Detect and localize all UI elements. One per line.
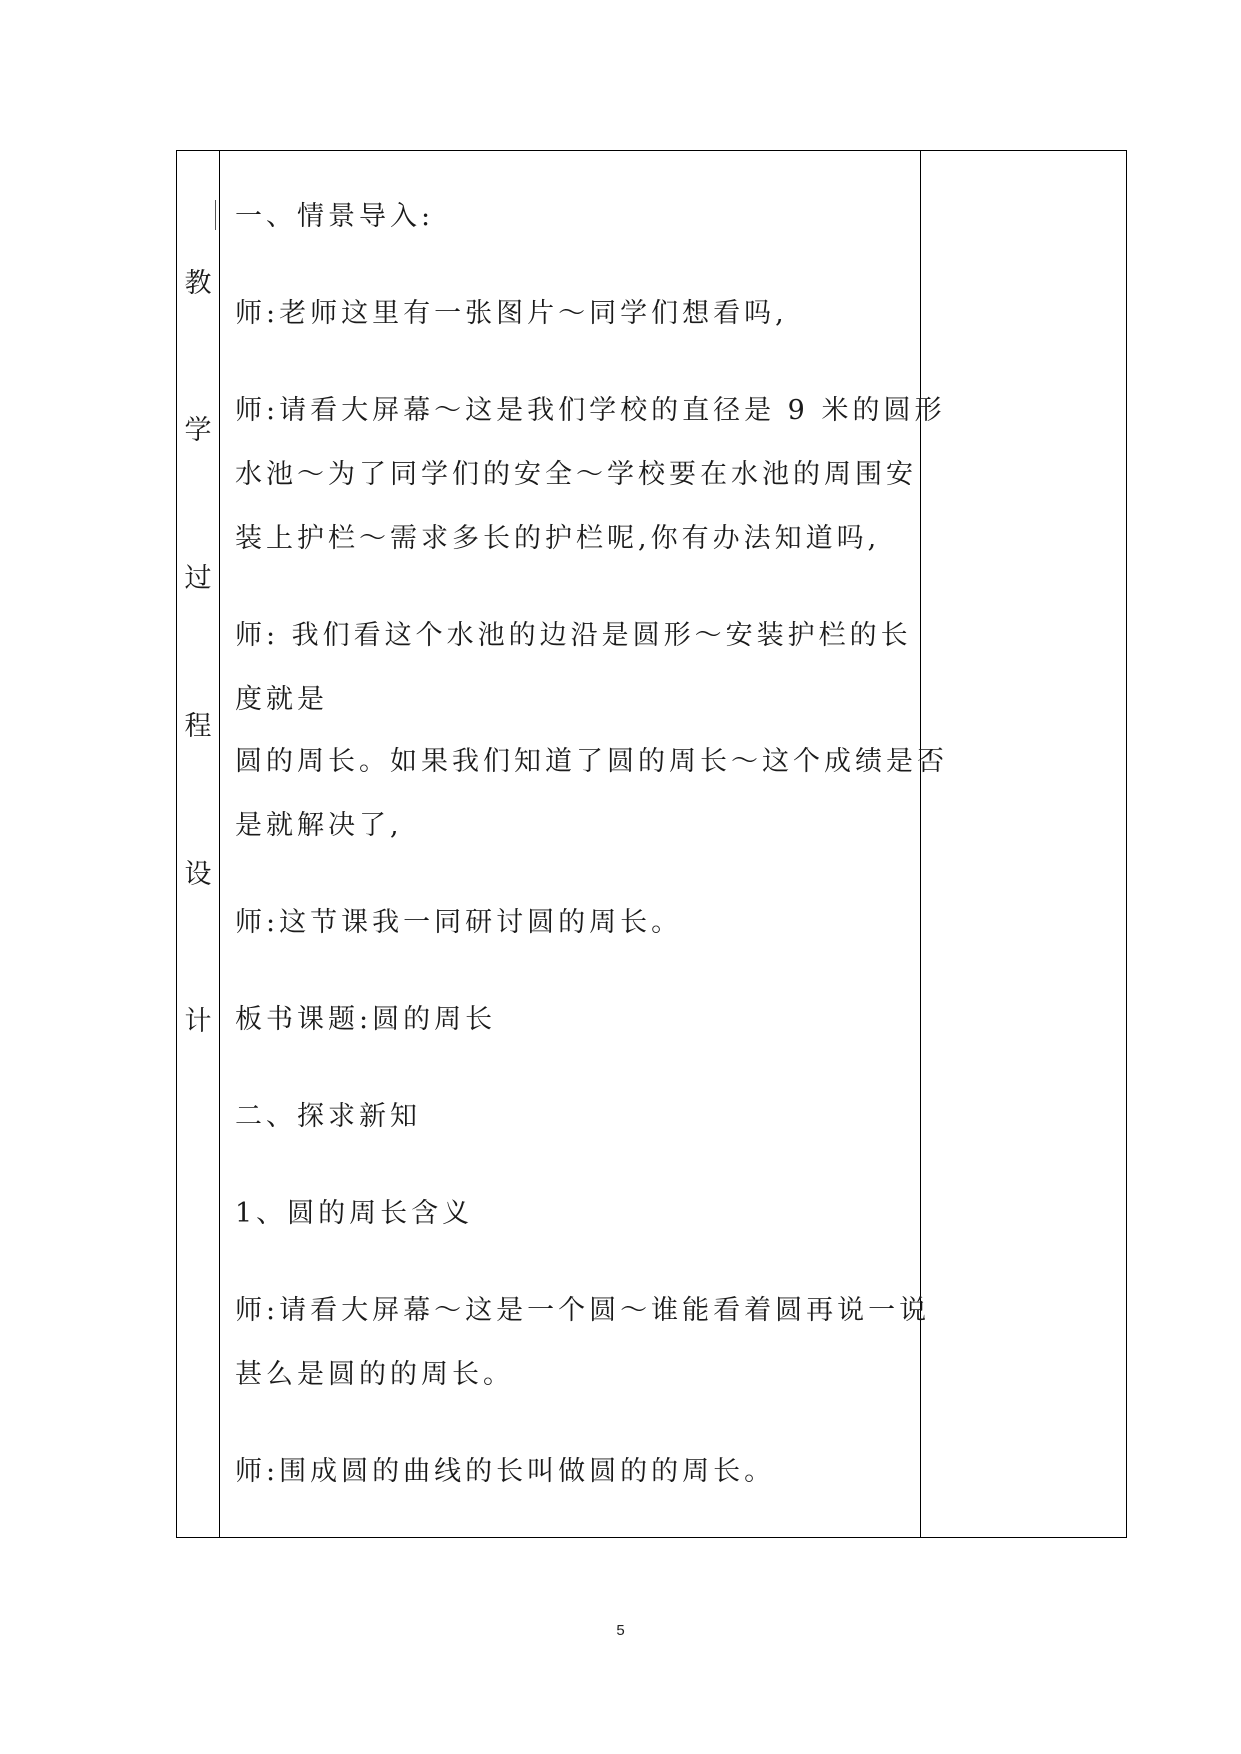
side-label-char: 教	[184, 268, 212, 299]
section-heading: 一、情景导入:	[235, 201, 435, 232]
content-line: 师:请看大屏幕～这是一个圆～谁能看着圆再说一说	[235, 1295, 931, 1326]
content-line: 装上护栏～需求多长的护栏呢,你有办法知道吗,	[235, 523, 881, 554]
content-line: 板书课题:圆的周长	[235, 1004, 497, 1035]
subsection-heading: 1、圆的周长含义	[235, 1198, 474, 1229]
side-label-char: 学	[184, 415, 212, 446]
side-label-char: 计	[184, 1006, 212, 1037]
content-line: 甚么是圆的的周长。	[235, 1359, 514, 1390]
content-line: 师: 我们看这个水池的边沿是圆形～安装护栏的长	[235, 620, 912, 651]
text-cursor	[215, 200, 216, 230]
page-number: 5	[616, 1622, 625, 1639]
side-label-char: 设	[184, 859, 212, 890]
section-heading: 二、探求新知	[235, 1101, 421, 1132]
side-label-char: 过	[184, 563, 212, 594]
content-line: 水池～为了同学们的安全～学校要在水池的周围安	[235, 459, 917, 490]
content-line: 师:这节课我一同研讨圆的周长。	[235, 907, 683, 938]
side-label-char: 程	[184, 711, 212, 742]
content-line: 是就解决了,	[235, 810, 403, 841]
content-line: 师:请看大屏幕～这是我们学校的直径是 9 米的圆形	[235, 395, 946, 426]
content-line: 师:围成圆的曲线的长叫做圆的的周长。	[235, 1456, 776, 1487]
lesson-table	[176, 150, 1127, 1538]
content-line: 圆的周长。如果我们知道了圆的周长～这个成绩是否	[235, 746, 948, 777]
content-line: 度就是	[235, 684, 328, 715]
column-divider-right	[920, 151, 921, 1537]
column-divider-left	[219, 151, 220, 1537]
content-line: 师:老师这里有一张图片～同学们想看吗,	[235, 298, 788, 329]
